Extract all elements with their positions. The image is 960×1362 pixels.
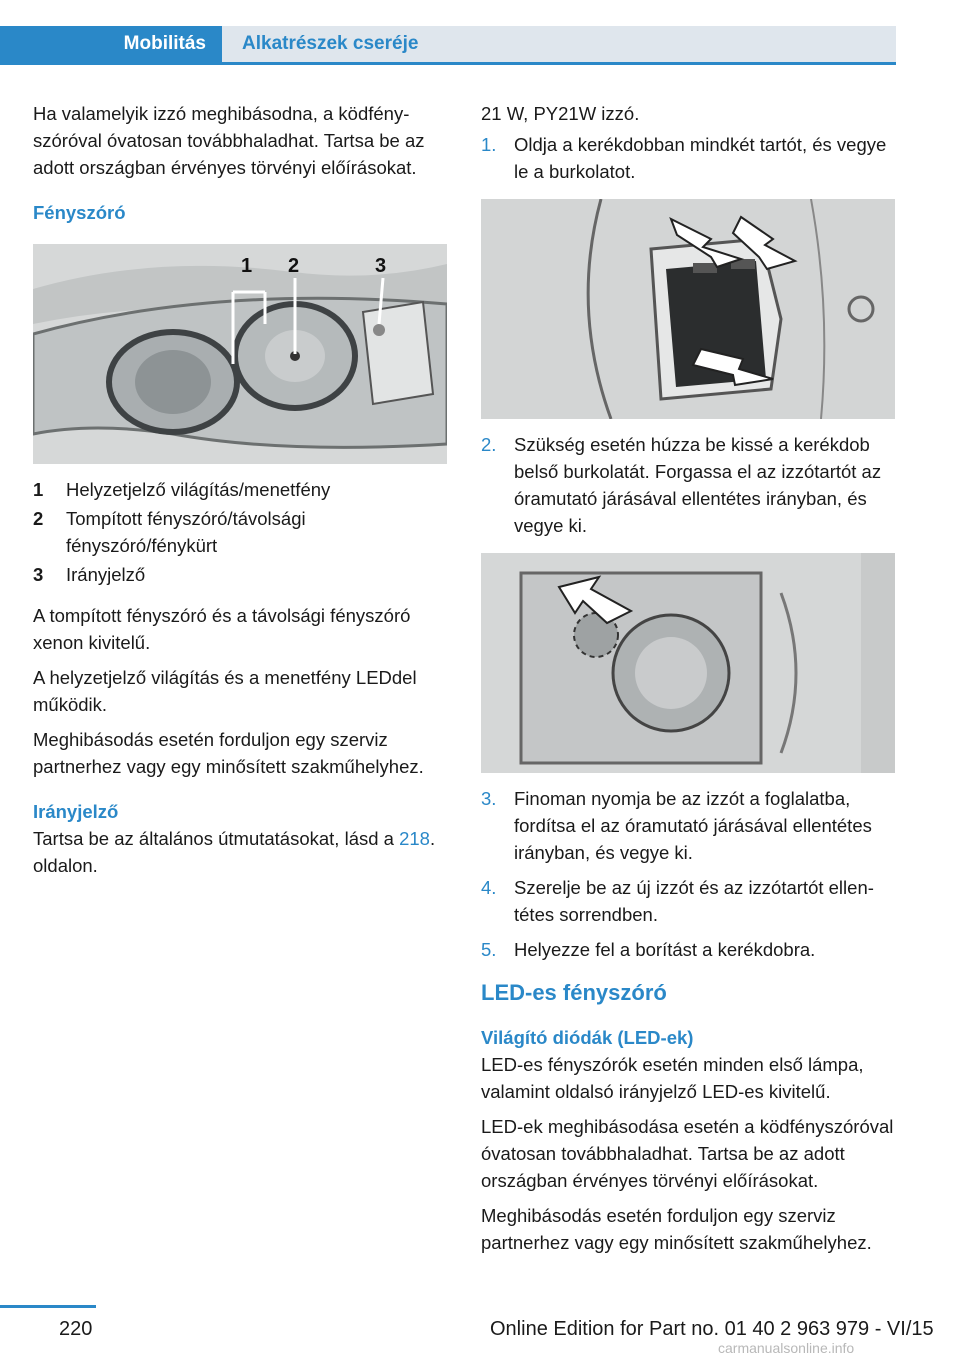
step-number: 2. <box>481 434 497 455</box>
heading-vilagito-diodak: Világító diódák (LED-ek) <box>481 1027 694 1048</box>
figure-legend <box>33 476 451 588</box>
legend-item <box>33 476 451 503</box>
step-number: 5. <box>481 939 497 960</box>
right-column <box>481 100 899 1264</box>
tab-mobilitas[interactable]: Mobilitás <box>0 26 222 62</box>
legend-text: Tompított fényszóró/távolsági fényszóró/fénykürt <box>66 508 306 556</box>
headlight-illustration <box>33 244 447 464</box>
step-item <box>481 131 899 185</box>
legend-text: Irányjelző <box>66 564 146 585</box>
led-service-paragraph: Meghibásodás esetén forduljon egy szerviz partnerhez vagy egy minősített szakműhelyhez. <box>481 1205 872 1253</box>
intro-paragraph: Ha valamelyik izzó meghibásodna, a ködfényszóróval óvatosan továbbhaladhat. Tartsa be az adott országban érvényes törvényi előírásokat. <box>33 103 425 178</box>
step-item <box>481 936 899 963</box>
step-text: Oldja a kerékdobban mindkét tartót, és vegye le a burkolatot. <box>514 134 887 182</box>
legend-item <box>33 505 451 559</box>
page-number: 220 <box>59 1318 93 1340</box>
page-218-link[interactable]: 218 <box>399 828 430 849</box>
wheel-arch-cover-illustration <box>481 199 895 419</box>
wheel-arch-drawing <box>481 199 895 419</box>
reference-text-pre: Tartsa be az általános útmutatásokat, lásd a <box>33 828 400 849</box>
left-column <box>33 100 451 887</box>
step-item <box>481 874 899 928</box>
heading-fenyszoro: Fényszóró <box>33 202 126 223</box>
step-text: Helyezze fel a borítást a kerékdobra. <box>514 939 816 960</box>
heading-iranyjelzo: Irányjelző <box>33 801 119 822</box>
step-number: 4. <box>481 877 497 898</box>
xenon-paragraph: A tompított fényszóró és a távolsági fényszóró xenon kivitelű. <box>33 605 411 653</box>
bulb-type: 21 W, PY21W izzó. <box>481 103 640 124</box>
led-info-paragraph: LED-es fényszórók esetén minden első lámpa, valamint oldalsó irányjelző LED-es kivitelű. <box>481 1054 864 1102</box>
legend-number: 3 <box>33 564 44 585</box>
edition-footer: Online Edition for Part no. 01 40 2 963 979 - VI/15 <box>490 1318 934 1340</box>
bulb-holder-drawing <box>481 553 895 773</box>
legend-number: 2 <box>33 508 44 529</box>
figure-label-1: 1 <box>241 255 253 277</box>
legend-number: 1 <box>33 479 44 500</box>
step-text: Szükség esetén húzza be kissé a kerékdob belső burkolatát. Forgassa el az izzótartót az óramutató járásával ellentétes irányban, és vegye ki. <box>514 434 882 536</box>
service-paragraph: Meghibásodás esetén forduljon egy szerviz partnerhez vagy egy minősített szakműhelyhez. <box>33 729 424 777</box>
header-divider <box>0 62 896 65</box>
bulb-holder-illustration <box>481 553 895 773</box>
tab-alkatreszek-csereje[interactable]: Alkatrészek cseréje <box>222 26 896 62</box>
figure-label-2: 2 <box>288 255 300 277</box>
figure-label-3: 3 <box>375 255 387 277</box>
reference-paragraph <box>33 825 451 879</box>
page-header <box>0 0 960 64</box>
led-failure-paragraph: LED-ek meghibásodása esetén a ködfényszóróval óvatosan továbbhaladhat. Tartsa be az adott országban érvényes törvényi előírásokat. <box>481 1116 894 1191</box>
headlight-drawing <box>33 244 447 464</box>
reference-text-post: . oldalon. <box>33 828 436 876</box>
step-text: Finoman nyomja be az izzót a foglalatba, fordítsa el az óramutató járásával ellentétes irányban, és vegye ki. <box>514 788 872 863</box>
watermark: carmanualsonline.info <box>718 1340 855 1356</box>
section-led-fenyszoro: LED-es fényszóró <box>481 980 667 1005</box>
step-item <box>481 785 899 866</box>
page-number-divider <box>0 1305 96 1308</box>
step-number: 3. <box>481 788 497 809</box>
step-number: 1. <box>481 134 497 155</box>
legend-text: Helyzetjelző világítás/menetfény <box>66 479 331 500</box>
led-paragraph: A helyzetjelző világítás és a menetfény LEDdel működik. <box>33 667 417 715</box>
legend-item <box>33 561 451 588</box>
step-item <box>481 431 899 539</box>
step-text: Szerelje be az új izzót és az izzótartót ellentétes sorrendben. <box>514 877 874 925</box>
